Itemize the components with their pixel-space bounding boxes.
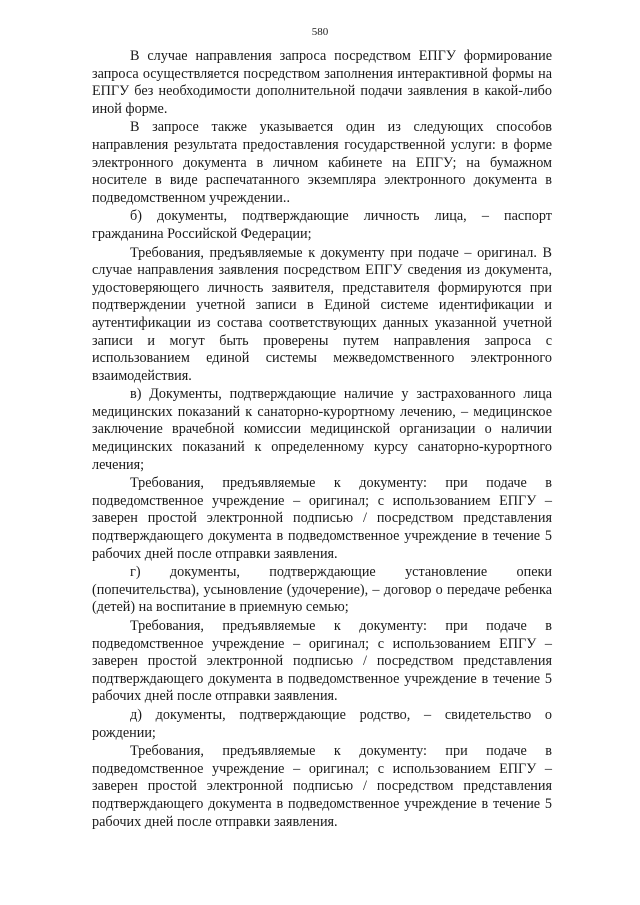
paragraph: Требования, предъявляемые к документу: при подаче в подведомственное учреждение – оригинал; с использованием ЕПГУ – заверен простой электронной подписью / посредством представления подтверждающего документа в подведомственное учреждение в течение 5 рабочих дней после отправки заявления. [92, 743, 552, 830]
paragraph: г) документы, подтверждающие установление опеки (попечительства), усыновление (удочерение), – договор о передаче ребенка (детей) на воспитание в приемную семью; [92, 564, 552, 616]
paragraph: В случае направления запроса посредством ЕПГУ формирование запроса осуществляется посредством заполнения интерактивной формы на ЕПГУ без необходимости дополнительной подачи заявления в какой-либо иной форме. [92, 48, 552, 117]
paragraph: б) документы, подтверждающие личность лица, – паспорт гражданина Российской Федерации; [92, 208, 552, 242]
paragraph: Требования, предъявляемые к документу при подаче – оригинал. В случае направления заявления посредством ЕПГУ сведения из документа, удостоверяющего личность заявителя, представителя формируются при подтверждении учетной записи в Единой системе идентификации и аутентификации из состава соответствующих данных указанной учетной записи и могут быть проверены путем направления запроса с использованием единой системы межведомственного электронного взаимодействия. [92, 244, 552, 384]
paragraph: д) документы, подтверждающие родство, – свидетельство о рождении; [92, 706, 552, 741]
paragraph: в) Документы, подтверждающие наличие у застрахованного лица медицинских показаний к санаторно-курортному лечению, – медицинское заключение врачебной комиссии медицинской организации о наличии медицинских показаний к определенному курсу санаторно-курортного лечения; [92, 386, 552, 473]
paragraph: В запросе также указывается один из следующих способов направления результата предоставления государственной услуги: в форме электронного документа в личном кабинете на ЕПГУ; на бумажном носителе в виде распечатанного экземпляра электронного документа в подведомственном учреждении.. [92, 119, 552, 206]
paragraph: Требования, предъявляемые к документу: при подаче в подведомственное учреждение – оригинал; с использованием ЕПГУ – заверен простой электронной подписью / посредством представления подтверждающего документа в подведомственное учреждение в течение 5 рабочих дней после отправки заявления. [92, 475, 552, 562]
document-body [92, 48, 552, 831]
paragraph: Требования, предъявляемые к документу: при подаче в подведомственное учреждение – оригинал; с использованием ЕПГУ – заверен простой электронной подписью / посредством представления подтверждающего документа в подведомственное учреждение в течение 5 рабочих дней после отправки заявления. [92, 618, 552, 705]
page-number: 580 [311, 26, 329, 38]
